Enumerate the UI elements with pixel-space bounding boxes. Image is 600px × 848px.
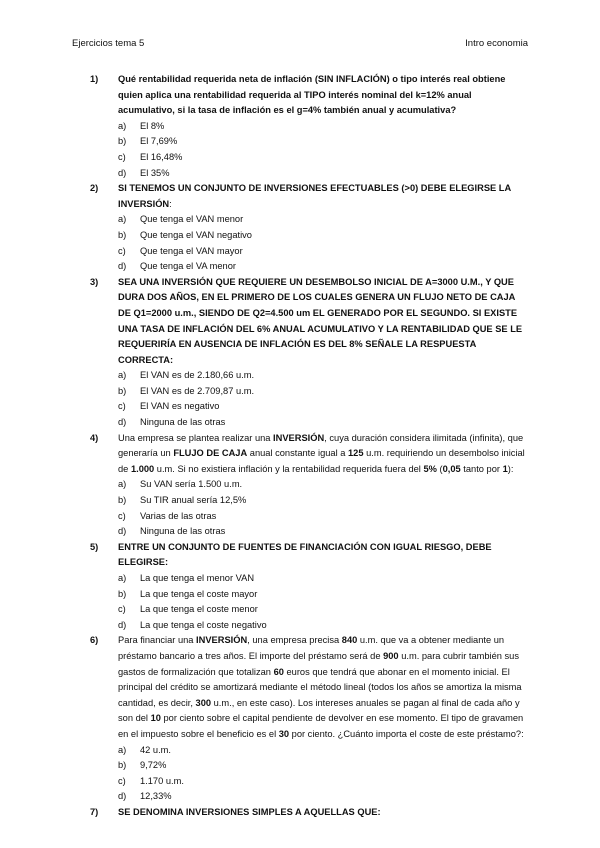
question-text-bold: INVERSIÓN [196, 635, 248, 646]
option-text: Que tenga el VAN menor [140, 214, 244, 225]
question-block [90, 275, 530, 431]
option-letter: a) [118, 479, 127, 490]
option-text: Ninguna de las otras [140, 417, 226, 428]
question-text-bold: 840 [341, 635, 358, 646]
question-text-bold: INVERSIÓN [273, 432, 325, 443]
question-text-bold: 1 [502, 463, 508, 474]
question-text-segment: , una empresa precisa [247, 635, 342, 646]
question-text-segment: u.m. Si no existiera inflación y la rentabilidad requerida fuera del [154, 463, 424, 474]
answer-option [118, 368, 530, 384]
question-number: 4) [90, 432, 99, 443]
question-item [90, 275, 530, 369]
question-text-segment: u.m., en este caso). Los intereses anuales se pagan al final de cada año y son del [118, 697, 520, 724]
answer-option [118, 774, 530, 790]
answer-option [118, 477, 530, 493]
option-text: Su VAN sería 1.500 u.m. [140, 479, 243, 490]
answer-option [118, 244, 530, 260]
question-number: 6) [90, 635, 99, 646]
option-text: Que tenga el VAN mayor [140, 245, 243, 256]
question-text-segment: ): [507, 463, 514, 474]
answer-options [90, 119, 530, 181]
question-text-segment: : [169, 198, 172, 209]
option-text: Varias de las otras [140, 510, 217, 521]
option-letter: b) [118, 495, 127, 506]
answer-option [118, 758, 530, 774]
question-list [90, 72, 530, 821]
question-text-bold: 125 [347, 448, 364, 459]
answer-option [118, 571, 530, 587]
question-block [90, 431, 530, 540]
question-text-segment: , cuya duración considera ilimitada (infinita), que generaría un [118, 432, 524, 459]
option-letter: d) [118, 261, 127, 272]
answer-option [118, 493, 530, 509]
option-letter: d) [118, 417, 127, 428]
question-block [90, 72, 530, 181]
question-text-segment: tanto por [460, 463, 503, 474]
question-block [90, 540, 530, 634]
option-letter: a) [118, 214, 127, 225]
question-text-segment: u.m. para cubrir también sus gastos de formalización que totalizan [118, 650, 520, 677]
option-letter: c) [118, 604, 126, 615]
question-text-bold: FLUJO DE CAJA [173, 448, 248, 459]
question-text-segment: ( [436, 463, 443, 474]
question-number: 5) [90, 541, 99, 552]
question-text-segment: u.m. que va a obtener mediante un préstamo bancario a tres años. El importe del préstamo será de [118, 635, 505, 661]
question-item [90, 431, 530, 478]
answer-options [90, 212, 530, 274]
question-block [90, 633, 530, 805]
option-letter: a) [118, 370, 127, 381]
option-letter: b) [118, 229, 127, 240]
answer-options [90, 571, 530, 633]
option-letter: b) [118, 760, 127, 771]
question-text-segment: euros que tendrá que abonar en el momento inicial. El principal del crédito se amortizará mediante el método lineal (todos los años se amortiza la misma cantidad, es decir, [118, 666, 522, 708]
option-text: Ninguna de las otras [140, 526, 226, 537]
answer-option [118, 166, 530, 182]
question-text-segment: Para financiar una [118, 635, 197, 646]
option-letter: a) [118, 744, 127, 755]
question-text-bold: 1.000 [130, 463, 155, 474]
option-text: El 16,48% [140, 151, 183, 162]
option-text: El VAN es de 2.180,66 u.m. [140, 370, 255, 381]
answer-option [118, 618, 530, 634]
option-letter: c) [118, 245, 126, 256]
question-text-bold: 10 [150, 713, 161, 724]
question-item [90, 633, 530, 742]
question-text-bold: SI TENEMOS UN CONJUNTO DE INVERSIONES EFECTUABLES (>0) DEBE ELEGIRSE LA INVERSIÓN [118, 183, 511, 209]
option-text: El VAN es de 2.709,87 u.m. [140, 385, 255, 396]
option-letter: a) [118, 573, 127, 583]
question-block [90, 805, 530, 821]
answer-options [90, 368, 530, 430]
option-text: Su TIR anual sería 12,5% [140, 495, 247, 506]
question-text-bold: SE DENOMINA INVERSIONES SIMPLES A AQUELLAS QUE: [118, 806, 381, 817]
question-text-segment: anual constante igual a [247, 448, 348, 459]
question-number: 2) [90, 183, 99, 194]
option-letter: b) [118, 385, 127, 396]
option-letter: c) [118, 151, 126, 162]
question-item [90, 181, 530, 212]
answer-option [118, 150, 530, 166]
option-letter: d) [118, 167, 127, 178]
question-text-bold: Qué rentabilidad requerida neta de inflación (SIN INFLACIÓN) o tipo interés real obtiene quien aplica una rentabilidad requerida al TIPO interés nominal del k=12% anual acumulativo, si la tasa de inflación es el g=4% también anual y acumulativa? [118, 74, 506, 116]
header-right-title: Intro economia [465, 38, 528, 49]
question-text [118, 540, 530, 571]
question-text-bold: SEA UNA INVERSIÓN QUE REQUIERE UN DESEMBOLSO INICIAL DE A=3000 U.M., Y QUE DURA DOS AÑOS, EN EL PRIMERO DE LOS CUALES GENERA UN FLUJO NETO DE CAJA DE Q1=2000 u.m., SIENDO DE Q2=4.500 um EL GENERADO POR EL SEGUNDO. SI EXISTE UNA TASA DE INFLACIÓN DEL 6% ANUAL ACUMULATIVO Y LA RENTABILIDAD QUE SE LE REQUERIRÍA EN AUSENCIA DE INFLACIÓN ES DEL 8% SEÑALE LA RESPUESTA CORRECTA: [118, 276, 523, 365]
question-item [90, 540, 530, 571]
question-text [118, 633, 530, 742]
question-number: 7) [90, 806, 99, 817]
option-text: El 8% [140, 120, 165, 131]
question-item [90, 805, 530, 821]
option-text: La que tenga el coste negativo [140, 619, 267, 630]
option-letter: c) [118, 510, 126, 521]
option-letter: a) [118, 120, 127, 131]
answer-option [118, 259, 530, 275]
answer-option [118, 743, 530, 759]
question-text-bold: 60 [273, 666, 284, 677]
question-text [118, 181, 530, 212]
question-number: 1) [90, 74, 99, 84]
question-text-bold: 5% [423, 463, 437, 474]
question-text-bold: ENTRE UN CONJUNTO DE FUENTES DE FINANCIACIÓN CON IGUAL RIESGO, DEBE ELEGIRSE: [118, 541, 492, 568]
answer-option [118, 212, 530, 228]
option-text: 12,33% [140, 791, 172, 802]
question-text-segment: por ciento sobre el capital pendiente de devolver en ese momento. El tipo de gravamen en el impuesto sobre el beneficio es el [118, 713, 524, 739]
page-header [72, 38, 528, 52]
option-text: El 35% [140, 167, 170, 178]
option-letter: d) [118, 526, 127, 537]
option-text: La que tenga el coste menor [140, 604, 258, 615]
question-text [118, 72, 530, 119]
answer-option [118, 602, 530, 618]
answer-option [118, 789, 530, 805]
question-text [118, 275, 530, 369]
answer-options [90, 743, 530, 805]
option-letter: b) [118, 136, 127, 147]
question-block [90, 181, 530, 275]
question-text-bold: 30 [278, 728, 290, 739]
header-left-title: Ejercicios tema 5 [72, 38, 145, 49]
question-text-bold: 0,05 [442, 463, 461, 474]
answer-option [118, 119, 530, 135]
option-text: El VAN es negativo [140, 401, 220, 412]
answer-option [118, 399, 530, 415]
option-letter: c) [118, 401, 126, 412]
question-text [118, 805, 530, 821]
answer-option [118, 509, 530, 525]
option-text: 1.170 u.m. [140, 775, 184, 786]
answer-options [90, 477, 530, 539]
option-text: El 7,69% [140, 136, 178, 147]
question-text [118, 431, 530, 478]
question-number: 3) [90, 276, 99, 287]
option-letter: c) [118, 775, 126, 786]
answer-option [118, 524, 530, 540]
option-text: 9,72% [140, 760, 167, 771]
option-letter: b) [118, 588, 127, 599]
question-text-bold: 300 [195, 697, 212, 708]
option-text: Que tenga el VAN negativo [140, 229, 252, 240]
answer-option [118, 134, 530, 150]
question-text-bold: 900 [383, 650, 399, 661]
question-text-segment: u.m. requiriendo un desembolso inicial de [118, 448, 525, 474]
answer-option [118, 228, 530, 244]
question-item [90, 72, 530, 119]
answer-option [118, 384, 530, 400]
answer-option [118, 415, 530, 431]
option-text: La que tenga el menor VAN [140, 573, 255, 583]
question-text-segment: por ciento. ¿Cuánto importa el coste de este préstamo?: [289, 728, 524, 739]
option-text: La que tenga el coste mayor [140, 588, 258, 599]
option-letter: d) [118, 619, 127, 630]
answer-option [118, 587, 530, 603]
option-letter: d) [118, 791, 127, 802]
option-text: Que tenga el VA menor [140, 261, 236, 272]
question-text-segment: Una empresa se plantea realizar una [118, 432, 274, 443]
option-text: 42 u.m. [140, 744, 172, 755]
